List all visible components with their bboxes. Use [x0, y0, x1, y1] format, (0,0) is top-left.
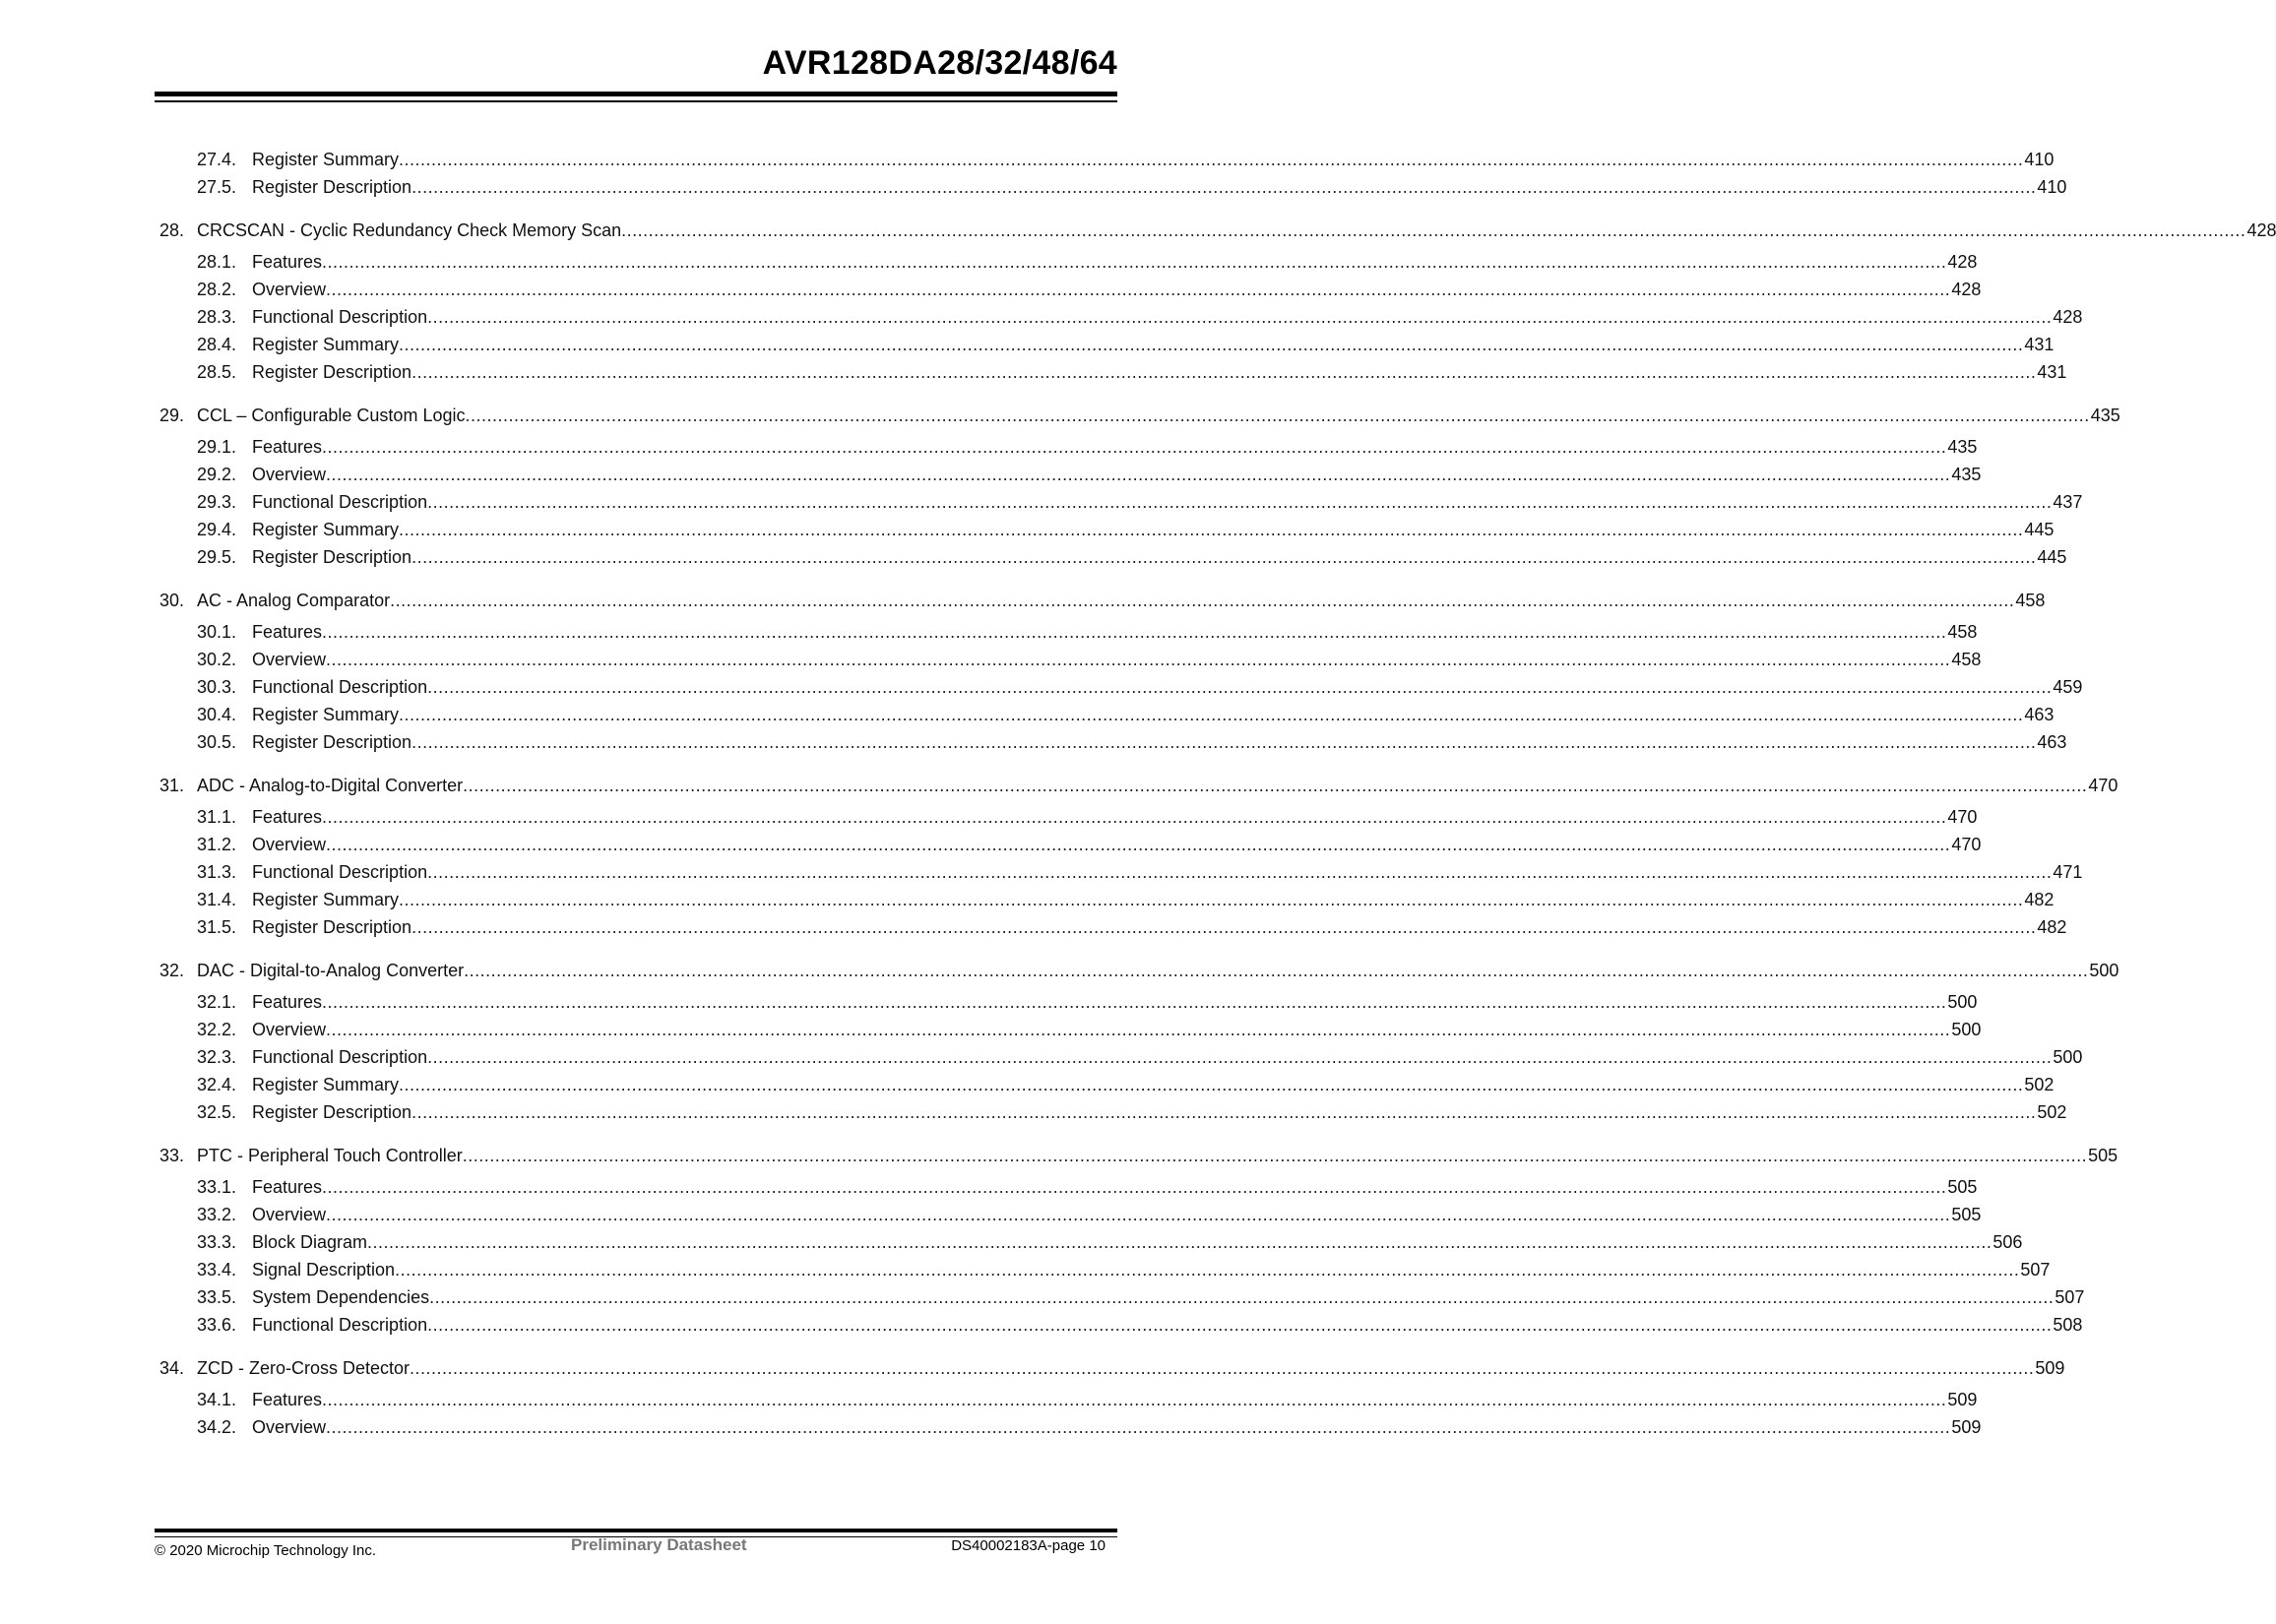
entry-title: Register Summary	[252, 1075, 400, 1094]
dot-leader: ............................................................................................................................................................................................................................................................................................................	[326, 1020, 1951, 1039]
entry-page-number: 431	[2037, 362, 2067, 382]
entry-title: Register Summary	[252, 705, 400, 724]
dot-leader: ............................................................................................................................................................................................................................................................................................................	[322, 1390, 1947, 1409]
entry-number: 30.5.	[197, 732, 237, 752]
toc-section-entry[interactable]	[159, 728, 2067, 756]
entry-number: 31.1.	[197, 807, 237, 827]
toc-section-entry[interactable]	[159, 1173, 1978, 1201]
table-of-contents	[159, 146, 2276, 1441]
entry-number: 31.3.	[197, 862, 237, 882]
toc-section-entry[interactable]	[159, 1256, 2051, 1283]
dot-leader: ............................................................................................................................................................................................................................................................................................................	[411, 177, 2037, 197]
entry-title: Features	[252, 992, 323, 1012]
dot-leader: ............................................................................................................................................................................................................................................................................................................	[326, 1417, 1951, 1437]
entry-page-number: 435	[2090, 406, 2120, 425]
toc-chapter	[159, 957, 2119, 1126]
entry-page-number: 458	[1947, 622, 1978, 642]
dot-leader: ............................................................................................................................................................................................................................................................................................................	[411, 917, 2037, 937]
dot-leader: ............................................................................................................................................................................................................................................................................................................	[322, 1177, 1947, 1197]
toc-section-entry[interactable]	[159, 831, 1982, 858]
entry-number: 34.1.	[197, 1390, 237, 1409]
toc-section-entry[interactable]	[159, 276, 1982, 303]
entry-title: Register Description	[252, 547, 412, 567]
entry-number: 29.4.	[197, 520, 237, 539]
toc-chapter-entry[interactable]	[159, 1142, 2118, 1169]
entry-title: CRCSCAN - Cyclic Redundancy Check Memory Scan	[197, 220, 622, 240]
toc-section-entry[interactable]	[159, 1098, 2067, 1126]
dot-leader: ............................................................................................................................................................................................................................................................................................................	[322, 252, 1947, 272]
entry-number: 32.4.	[197, 1075, 237, 1094]
entry-title: Functional Description	[252, 492, 428, 512]
entry-title: CCL – Configurable Custom Logic	[197, 406, 466, 425]
entry-number: 28.3.	[197, 307, 237, 327]
entry-page-number: 470	[1951, 835, 1982, 854]
entry-page-number: 500	[2053, 1047, 2083, 1067]
dot-leader: ............................................................................................................................................................................................................................................................................................................	[399, 890, 2024, 909]
dot-leader: ............................................................................................................................................................................................................................................................................................................	[427, 862, 2053, 882]
entry-number: 29.2.	[197, 465, 237, 484]
entry-page-number: 435	[1947, 437, 1978, 457]
entry-page-number: 410	[2037, 177, 2067, 197]
entry-number: 31.2.	[197, 835, 237, 854]
entry-page-number: 482	[2037, 917, 2067, 937]
entry-page-number: 471	[2053, 862, 2083, 882]
toc-section-entry[interactable]	[159, 543, 2067, 571]
dot-leader: ............................................................................................................................................................................................................................................................................................................	[427, 677, 2053, 697]
entry-page-number: 445	[2024, 520, 2055, 539]
dot-leader: ............................................................................................................................................................................................................................................................................................................	[326, 465, 1951, 484]
dot-leader: ............................................................................................................................................................................................................................................................................................................	[411, 1102, 2037, 1122]
toc-chapter	[159, 1142, 2118, 1339]
toc-chapter	[159, 217, 2276, 386]
entry-number: 27.5.	[197, 177, 237, 197]
toc-section-entry[interactable]	[159, 173, 2067, 201]
entry-title: Functional Description	[252, 307, 428, 327]
entry-title: Register Description	[252, 177, 412, 197]
toc-section-entry[interactable]	[159, 913, 2067, 941]
entry-title: Functional Description	[252, 862, 428, 882]
header-rule-thin	[155, 100, 1117, 102]
dot-leader: ............................................................................................................................................................................................................................................................................................................	[465, 406, 2090, 425]
dot-leader: ............................................................................................................................................................................................................................................................................................................	[399, 335, 2024, 354]
entry-number: 32.1.	[197, 992, 237, 1012]
entry-number: 29.3.	[197, 492, 237, 512]
entry-title: Features	[252, 622, 323, 642]
toc-chapter	[159, 772, 2118, 941]
entry-number: 30.3.	[197, 677, 237, 697]
dot-leader: ............................................................................................................................................................................................................................................................................................................	[367, 1232, 1992, 1252]
footer-rule	[155, 1529, 1117, 1532]
toc-section-entry[interactable]	[159, 516, 2055, 543]
entry-page-number: 437	[2053, 492, 2083, 512]
toc-section-entry[interactable]	[159, 488, 2083, 516]
entry-title: Overview	[252, 650, 327, 669]
entry-page-number: 458	[2015, 591, 2046, 610]
entry-page-number: 458	[1951, 650, 1982, 669]
entry-page-number: 463	[2037, 732, 2067, 752]
dot-leader: ............................................................................................................................................................................................................................................................................................................	[463, 776, 2088, 795]
entry-title: System Dependencies	[252, 1287, 430, 1307]
toc-section-entry[interactable]	[159, 1071, 2055, 1098]
entry-number: 30.	[159, 591, 185, 610]
entry-page-number: 431	[2024, 335, 2055, 354]
entry-number: 33.4.	[197, 1260, 237, 1280]
entry-page-number: 410	[2024, 150, 2055, 169]
toc-chapter-entry[interactable]	[159, 217, 2276, 244]
entry-page-number: 500	[1951, 1020, 1982, 1039]
entry-number: 28.	[159, 220, 185, 240]
entry-page-number: 505	[2088, 1146, 2118, 1165]
entry-number: 32.5.	[197, 1102, 237, 1122]
header-rule	[155, 92, 1117, 96]
toc-section-entry[interactable]	[159, 1016, 1982, 1043]
toc-section-entry[interactable]	[159, 988, 1978, 1016]
toc-chapter	[159, 587, 2083, 756]
entry-page-number: 506	[1992, 1232, 2023, 1252]
entry-number: 33.	[159, 1146, 185, 1165]
toc-section-entry[interactable]	[159, 1311, 2083, 1339]
dot-leader: ............................................................................................................................................................................................................................................................................................................	[326, 1205, 1951, 1224]
toc-section-entry[interactable]	[159, 646, 1982, 673]
dot-leader: ............................................................................................................................................................................................................................................................................................................	[322, 992, 1947, 1012]
toc-chapter-entry[interactable]	[159, 402, 2120, 429]
entry-page-number: 505	[1951, 1205, 1982, 1224]
entry-number: 33.2.	[197, 1205, 237, 1224]
entry-number: 33.3.	[197, 1232, 237, 1252]
entry-number: 31.4.	[197, 890, 237, 909]
toc-section-entry[interactable]	[159, 1228, 2023, 1256]
entry-page-number: 428	[2053, 307, 2083, 327]
footer-page-ref: DS40002183A-page 10	[951, 1537, 1106, 1554]
toc-section-entry[interactable]	[159, 1413, 1982, 1441]
toc-section-entry[interactable]	[159, 803, 1978, 831]
dot-leader: ............................................................................................................................................................................................................................................................................................................	[395, 1260, 2020, 1280]
toc-section-entry[interactable]	[159, 433, 1978, 461]
toc-section-entry[interactable]	[159, 886, 2055, 913]
dot-leader: ............................................................................................................................................................................................................................................................................................................	[326, 835, 1951, 854]
toc-section-entry[interactable]	[159, 303, 2083, 331]
entry-page-number: 463	[2024, 705, 2055, 724]
entry-number: 32.2.	[197, 1020, 237, 1039]
entry-page-number: 482	[2024, 890, 2055, 909]
entry-page-number: 505	[1947, 1177, 1978, 1197]
entry-page-number: 509	[1951, 1417, 1982, 1437]
entry-title: PTC - Peripheral Touch Controller	[197, 1146, 463, 1165]
entry-page-number: 507	[2020, 1260, 2051, 1280]
entry-title: Block Diagram	[252, 1232, 368, 1252]
entry-title: Features	[252, 252, 323, 272]
toc-section-entry[interactable]	[159, 618, 1978, 646]
entry-page-number: 508	[2053, 1315, 2083, 1335]
entry-number: 28.5.	[197, 362, 237, 382]
entry-page-number: 502	[2037, 1102, 2067, 1122]
entry-page-number: 502	[2024, 1075, 2055, 1094]
toc-section-entry[interactable]	[159, 1043, 2083, 1071]
dot-leader: ............................................................................................................................................................................................................................................................................................................	[399, 520, 2024, 539]
entry-page-number: 500	[2089, 961, 2119, 980]
document-title: AVR128DA28/32/48/64	[762, 44, 1117, 82]
entry-title: Signal Description	[252, 1260, 396, 1280]
dot-leader: ............................................................................................................................................................................................................................................................................................................	[411, 547, 2037, 567]
dot-leader: ............................................................................................................................................................................................................................................................................................................	[390, 591, 2015, 610]
entry-page-number: 509	[1947, 1390, 1978, 1409]
dot-leader: ............................................................................................................................................................................................................................................................................................................	[322, 437, 1947, 457]
entry-title: Register Description	[252, 1102, 412, 1122]
entry-title: AC - Analog Comparator	[197, 591, 391, 610]
dot-leader: ............................................................................................................................................................................................................................................................................................................	[427, 307, 2053, 327]
entry-number: 28.4.	[197, 335, 237, 354]
entry-title: Register Summary	[252, 335, 400, 354]
entry-title: Features	[252, 807, 323, 827]
entry-title: Register Description	[252, 917, 412, 937]
entry-number: 32.3.	[197, 1047, 237, 1067]
entry-title: Functional Description	[252, 677, 428, 697]
entry-number: 34.2.	[197, 1417, 237, 1437]
dot-leader: ............................................................................................................................................................................................................................................................................................................	[411, 732, 2037, 752]
footer-label: Preliminary Datasheet	[571, 1535, 747, 1554]
entry-number: 32.	[159, 961, 185, 980]
dot-leader: ............................................................................................................................................................................................................................................................................................................	[399, 705, 2024, 724]
toc-chapter-entry[interactable]	[159, 587, 2046, 614]
dot-leader: ............................................................................................................................................................................................................................................................................................................	[427, 1315, 2053, 1335]
dot-leader: ............................................................................................................................................................................................................................................................................................................	[429, 1287, 2055, 1307]
toc-section-entry[interactable]	[159, 358, 2067, 386]
toc-chapter-entry[interactable]	[159, 957, 2119, 984]
toc-chapter	[159, 1354, 2065, 1441]
entry-title: Overview	[252, 835, 327, 854]
entry-number: 33.5.	[197, 1287, 237, 1307]
entry-number: 29.5.	[197, 547, 237, 567]
toc-section-entry[interactable]	[159, 1283, 2085, 1311]
entry-title: Overview	[252, 1205, 327, 1224]
footer-copyright: © 2020 Microchip Technology Inc.	[155, 1542, 377, 1559]
entry-title: ZCD - Zero-Cross Detector	[197, 1358, 411, 1378]
toc-section-entry[interactable]	[159, 1386, 1978, 1413]
toc-chapter	[159, 402, 2120, 571]
dot-leader: ............................................................................................................................................................................................................................................................................................................	[621, 220, 2246, 240]
dot-leader: ............................................................................................................................................................................................................................................................................................................	[326, 280, 1951, 299]
entry-number: 33.6.	[197, 1315, 237, 1335]
dot-leader: ............................................................................................................................................................................................................................................................................................................	[427, 492, 2053, 512]
dot-leader: ............................................................................................................................................................................................................................................................................................................	[464, 961, 2089, 980]
entry-title: Register Summary	[252, 890, 400, 909]
entry-number: 34.	[159, 1358, 185, 1378]
entry-number: 29.1.	[197, 437, 237, 457]
entry-page-number: 435	[1951, 465, 1982, 484]
toc-section-entry[interactable]	[159, 248, 1978, 276]
toc-section-entry[interactable]	[159, 146, 2055, 173]
entry-title: Register Description	[252, 362, 412, 382]
entry-page-number: 470	[2088, 776, 2118, 795]
dot-leader: ............................................................................................................................................................................................................................................................................................................	[326, 650, 1951, 669]
entry-title: Features	[252, 1177, 323, 1197]
entry-title: DAC - Digital-to-Analog Converter	[197, 961, 465, 980]
entry-number: 30.1.	[197, 622, 237, 642]
entry-number: 31.5.	[197, 917, 237, 937]
toc-chapter-entry[interactable]	[159, 1354, 2065, 1382]
toc-chapter-entry[interactable]	[159, 772, 2118, 799]
entry-number: 31.	[159, 776, 185, 795]
entry-title: Overview	[252, 1417, 327, 1437]
entry-page-number: 459	[2053, 677, 2083, 697]
toc-section-entry[interactable]	[159, 701, 2055, 728]
entry-title: Functional Description	[252, 1315, 428, 1335]
toc-section-entry[interactable]	[159, 673, 2083, 701]
dot-leader: ............................................................................................................................................................................................................................................................................................................	[410, 1358, 2035, 1378]
dot-leader: ............................................................................................................................................................................................................................................................................................................	[399, 150, 2024, 169]
entry-number: 29.	[159, 406, 185, 425]
entry-title: Register Summary	[252, 150, 400, 169]
entry-page-number: 428	[2246, 220, 2276, 240]
dot-leader: ............................................................................................................................................................................................................................................................................................................	[427, 1047, 2053, 1067]
entry-title: Functional Description	[252, 1047, 428, 1067]
entry-number: 33.1.	[197, 1177, 237, 1197]
entry-title: Register Summary	[252, 520, 400, 539]
entry-page-number: 428	[1951, 280, 1982, 299]
entry-page-number: 428	[1947, 252, 1978, 272]
toc-section-entry[interactable]	[159, 858, 2083, 886]
entry-page-number: 509	[2035, 1358, 2065, 1378]
entry-title: Overview	[252, 280, 327, 299]
entry-page-number: 470	[1947, 807, 1978, 827]
toc-section-entry[interactable]	[159, 461, 1982, 488]
dot-leader: ............................................................................................................................................................................................................................................................................................................	[322, 807, 1947, 827]
toc-section-entry[interactable]	[159, 1201, 1982, 1228]
entry-number: 28.2.	[197, 280, 237, 299]
entry-title: Features	[252, 1390, 323, 1409]
entry-title: ADC - Analog-to-Digital Converter	[197, 776, 464, 795]
entry-page-number: 507	[2055, 1287, 2085, 1307]
entry-number: 30.2.	[197, 650, 237, 669]
dot-leader: ............................................................................................................................................................................................................................................................................................................	[411, 362, 2037, 382]
entry-title: Overview	[252, 465, 327, 484]
entry-page-number: 445	[2037, 547, 2067, 567]
entry-title: Features	[252, 437, 323, 457]
toc-section-entry[interactable]	[159, 331, 2055, 358]
dot-leader: ............................................................................................................................................................................................................................................................................................................	[462, 1146, 2088, 1165]
entry-title: Overview	[252, 1020, 327, 1039]
toc-chapter	[159, 146, 2067, 201]
dot-leader: ............................................................................................................................................................................................................................................................................................................	[322, 622, 1947, 642]
entry-number: 30.4.	[197, 705, 237, 724]
entry-title: Register Description	[252, 732, 412, 752]
entry-number: 28.1.	[197, 252, 237, 272]
entry-page-number: 500	[1947, 992, 1978, 1012]
entry-number: 27.4.	[197, 150, 237, 169]
dot-leader: ............................................................................................................................................................................................................................................................................................................	[399, 1075, 2024, 1094]
